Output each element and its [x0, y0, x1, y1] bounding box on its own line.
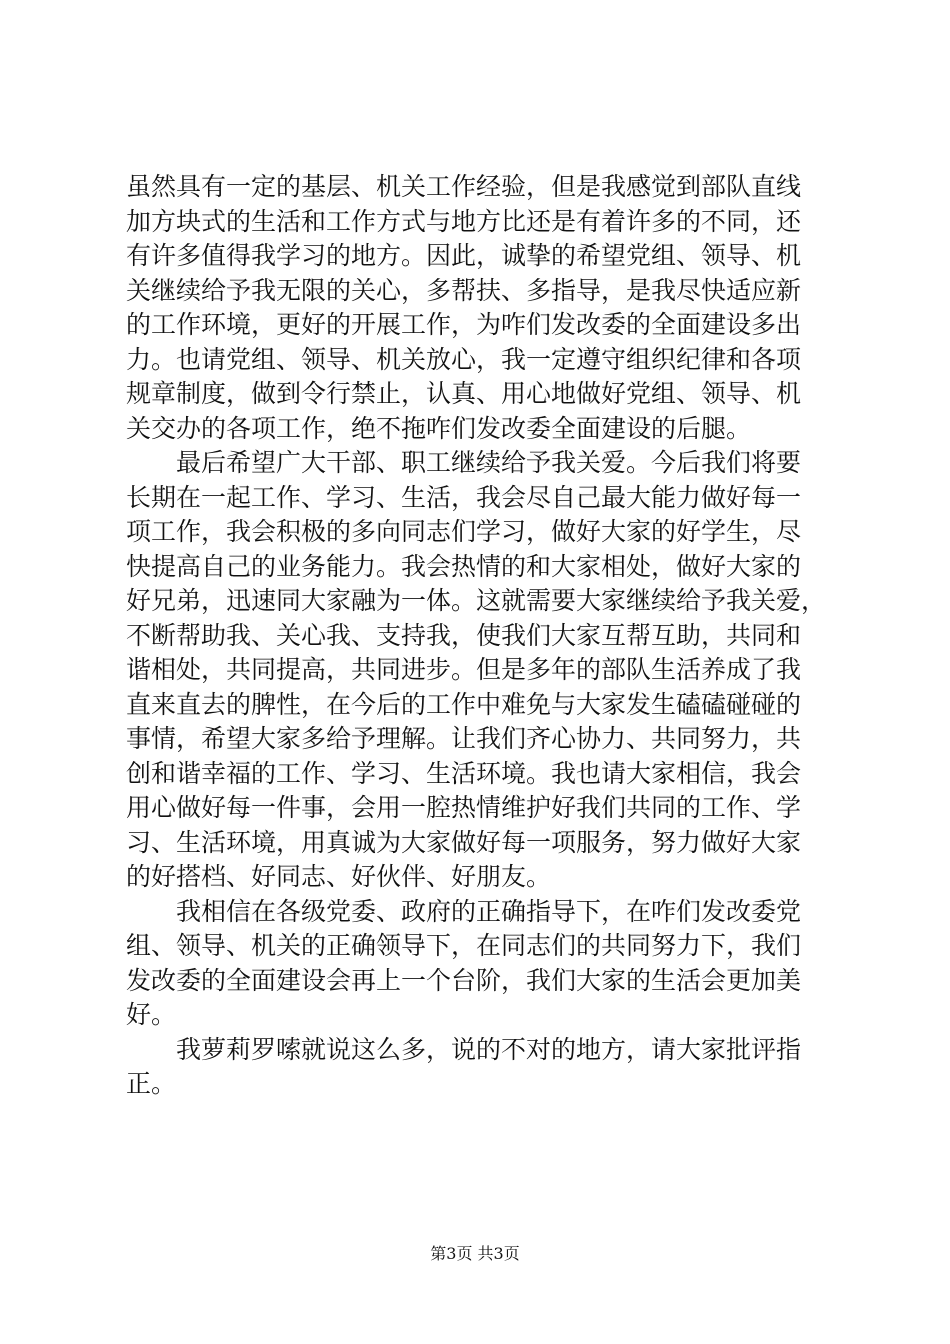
text-line: 直来直去的脾性，在今后的工作中难免与大家发生磕磕碰碰的	[126, 689, 802, 719]
text-line: 最后希望广大干部、职工继续给予我关爱。今后我们将要	[126, 448, 802, 477]
page-footer	[0, 1244, 950, 1264]
text-line: 好。	[126, 1000, 177, 1029]
text-line: 力。也请党组、领导、机关放心，我一定遵守组织纪律和各项	[126, 344, 802, 374]
text-line: 谐相处，共同提高，共同进步。但是多年的部队生活养成了我	[126, 655, 802, 684]
text-line: 关继续给予我无限的关心，多帮扶、多指导，是我尽快适应新	[126, 275, 802, 305]
text-line: 正。	[126, 1069, 177, 1098]
text-line: 项工作，我会积极的多向同志们学习，做好大家的好学生，尽	[126, 517, 802, 546]
text-line: 有许多值得我学习的地方。因此，诚挚的希望党组、领导、机	[126, 241, 802, 270]
text-line: 事情，希望大家多给予理解。让我们齐心协力、共同努力，共	[126, 724, 802, 753]
text-line: 加方块式的生活和工作方式与地方比还是有着许多的不同，还	[126, 206, 802, 236]
text-line: 创和谐幸福的工作、学习、生活环境。我也请大家相信，我会	[126, 758, 802, 788]
text-line: 好兄弟，迅速同大家融为一体。这就需要大家继续给予我关爱，	[126, 586, 827, 615]
text-line: 不断帮助我、关心我、支持我，使我们大家互帮互助，共同和	[126, 620, 802, 650]
text-line: 用心做好每一件事，会用一腔热情维护好我们共同的工作、学	[126, 793, 802, 822]
text-line: 的好搭档、好同志、好伙伴、好朋友。	[126, 862, 552, 891]
text-line: 我萝莉罗嗦就说这么多，说的不对的地方，请大家批评指	[126, 1034, 802, 1064]
text-line: 习、生活环境，用真诚为大家做好每一项服务，努力做好大家	[126, 827, 802, 857]
text-line: 规章制度，做到令行禁止，认真、用心地做好党组、领导、机	[126, 379, 802, 408]
text-line: 发改委的全面建设会再上一个台阶，我们大家的生活会更加美	[126, 965, 802, 995]
text-line: 虽然具有一定的基层、机关工作经验，但是我感觉到部队直线	[126, 172, 802, 201]
text-line: 长期在一起工作、学习、生活，我会尽自己最大能力做好每一	[126, 482, 802, 512]
text-line: 关交办的各项工作，绝不拖咋们发改委全面建设的后腿。	[126, 413, 752, 443]
body-text	[126, 170, 834, 1102]
text-line: 我相信在各级党委、政府的正确指导下，在咋们发改委党	[126, 896, 802, 926]
page-number: 第3页 共3页	[430, 1244, 520, 1263]
text-line: 组、领导、机关的正确领导下，在同志们的共同努力下，我们	[126, 931, 802, 960]
text-line: 快提高自己的业务能力。我会热情的和大家相处，做好大家的	[126, 551, 802, 581]
text-line: 的工作环境，更好的开展工作，为咋们发改委的全面建设多出	[126, 310, 802, 339]
